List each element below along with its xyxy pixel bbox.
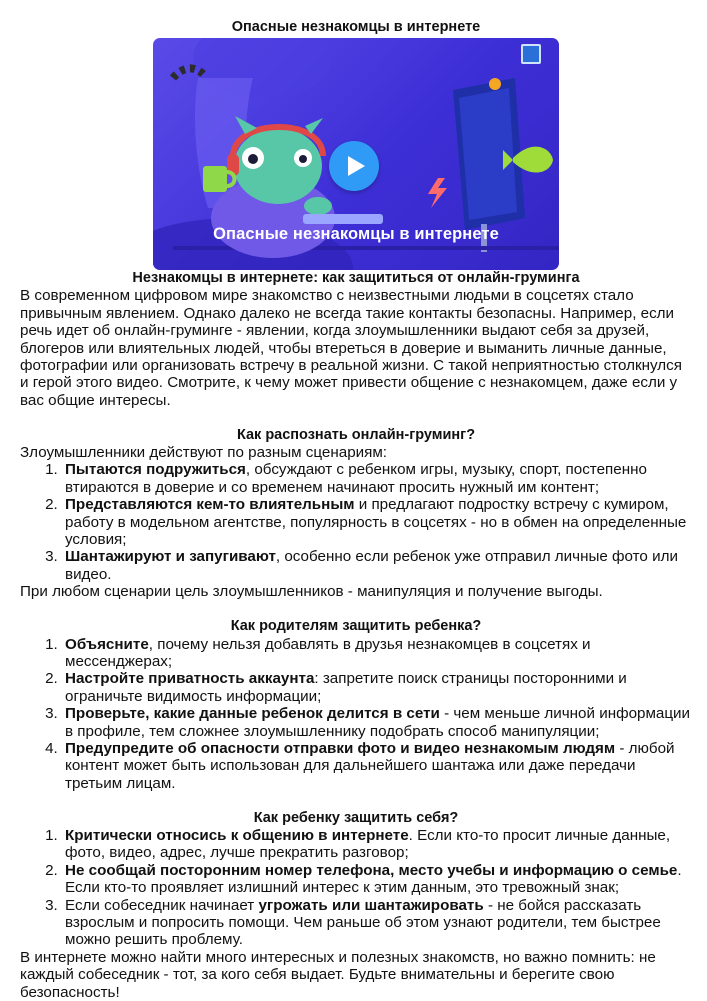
play-icon[interactable] [329, 141, 379, 191]
list-item-bold: Настройте приватность аккаунта [65, 670, 315, 688]
list-item-text: - чем меньше личной информации в профиле, тем сложнее злоумышленнику подобрать способ манипуляции; [65, 705, 691, 740]
video-player[interactable] [153, 38, 559, 270]
list-item [62, 862, 692, 897]
list-item [62, 670, 692, 705]
section-recognize-heading: Как распознать онлайн-груминг? [236, 426, 476, 443]
video-container [20, 38, 692, 270]
section-child-list [20, 827, 692, 949]
section-recognize-tail: При любом сценарии цель злоумышленников - манипуляция и получение выгоды. [20, 583, 603, 601]
list-item [62, 461, 692, 496]
list-item [62, 740, 692, 792]
list-item-bold: Критически относись к общению в интернете [65, 826, 409, 844]
list-item-bold: Объясните [65, 635, 149, 653]
list-item [62, 827, 692, 862]
list-item-text: : запретите поиск страницы посторонними и ограничьте видимость информации; [65, 670, 627, 705]
list-item-text: . Если кто-то просит личные данные, фото, видео, адрес, лучше прекратить разговор; [65, 826, 671, 862]
list-item-bold: Проверьте, какие данные ребенок делится в сети [65, 705, 440, 723]
video-caption: Опасные незнакомцы в интернете [213, 225, 499, 243]
list-item [62, 636, 692, 671]
intro-paragraph: В современном цифровом мире знакомство с неизвестными людьми в соцсетях стало привычным явлением. Однако далеко не всегда такие контакты безопасны. Например, если речь идет об онлайн-груминге - явлении, когда злоумышленники выдают себя за друзей, блогеров или влиятельных людей, чтобы втереться в доверие и выманить личные данные, фотографии или организовать встречу в реальной жизни. С такой неприятностью столкнулся и герой этого видео. Смотрите, к чему может привести общение с незнакомцем, даже если у вас общие интересы. [20, 287, 682, 409]
list-item-text: - любой контент может быть использован для дальнейшего шантажа или даже передачи третьим лицам. [65, 739, 675, 792]
list-item-prefix: Если собеседник начинает [65, 896, 259, 914]
list-item-bold: Не сообщай посторонним номер телефона, место учебы и информацию о семье [65, 861, 678, 879]
section-child-heading: Как ребенку защитить себя? [253, 809, 459, 826]
section-parents-heading: Как родителям защитить ребенка? [230, 618, 482, 635]
list-item [62, 548, 692, 583]
closing-paragraph: В интернете можно найти много интересных и полезных знакомств, но важно помнить: не каждый собеседник - тот, за кого себя выдает. Будьте внимательны и берегите свою безопасность! [20, 948, 656, 1001]
list-item-text: , особенно если ребенок уже отправил личные фото или видео. [65, 548, 678, 583]
list-item-text: , обсуждают с ребенком игры, музыку, спорт, постепенно втираются в доверие и со временем начинают просить нужный им контент; [65, 461, 647, 496]
list-item-text: и предлагают подростку встречу с кумиром, работу в модельном агентстве, популярность в соцсетях - но в обмен на определенные условия; [65, 496, 687, 549]
list-item-bold: Представляются кем-то влиятельным [65, 496, 355, 514]
list-item [62, 496, 692, 548]
list-item-bold: Пытаются подружиться [65, 461, 246, 479]
intro-heading: Незнакомцы в интернете: как защититься от онлайн-груминга [132, 270, 580, 286]
section-recognize-lead: Злоумышленники действуют по разным сценариям: [20, 444, 388, 462]
section-recognize-list [20, 461, 692, 583]
list-item [62, 897, 692, 949]
document-title: Опасные незнакомцы в интернете [231, 19, 481, 35]
list-item-text: - не бойся рассказать взрослым и попросить помощи. Чем раньше об этом узнают родители, тем быстрее можно решить проблему. [65, 896, 661, 949]
document-page [20, 18, 692, 1001]
list-item-text: , почему нельзя добавлять в друзья незнакомцев в соцсетях и мессенджерах; [65, 635, 591, 670]
list-item [62, 705, 692, 740]
expand-icon[interactable] [521, 44, 541, 64]
list-item-bold: Предупредите об опасности отправки фото и видео незнакомым людям [65, 739, 616, 757]
list-item-bold: угрожать или шантажировать [258, 896, 484, 914]
list-item-text: . Если кто-то проявляет излишний интерес к этим данным, это тревожный знак; [65, 861, 682, 897]
section-parents-list [20, 636, 692, 793]
list-item-bold: Шантажируют и запугивают [65, 548, 276, 566]
